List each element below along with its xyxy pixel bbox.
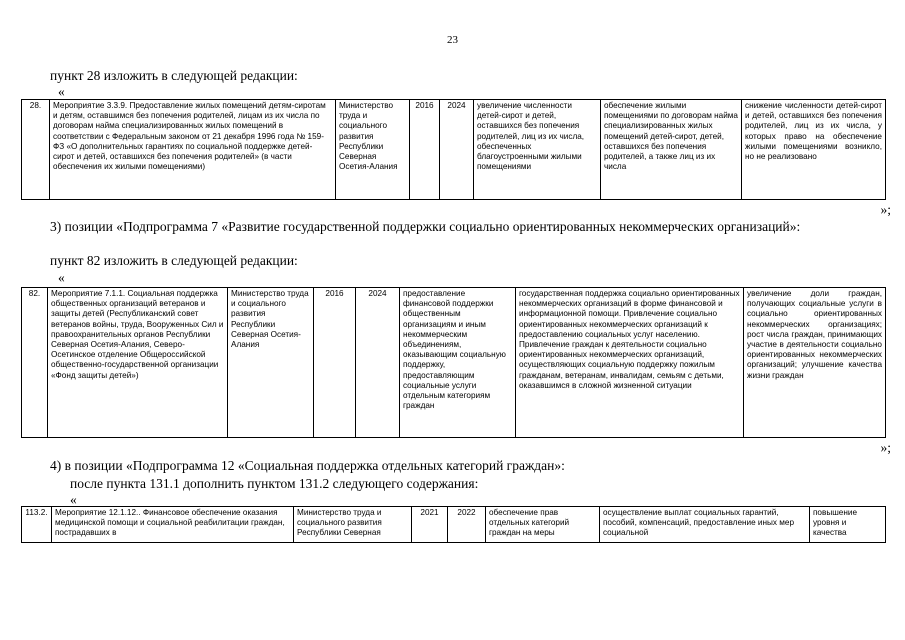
row-start-year: 2016	[410, 100, 440, 200]
row-result: увеличение численности детей-сирот и детей, оставшихся без попечения родителей, лиц из их числа, обеспеченных благоустроенными жилыми помещениями	[474, 100, 601, 200]
row-start-year: 2016	[314, 288, 356, 438]
section3-open-quote: «	[70, 492, 77, 507]
row-end-year: 2024	[440, 100, 474, 200]
row-end-year: 2024	[356, 288, 400, 438]
row-executor: Министерство труда и социального развития Республики Северная	[294, 507, 412, 543]
table-row	[22, 507, 886, 543]
row-event: Мероприятие 12.1.12.. Финансовое обеспечение оказания медицинской помощи и социальной реабилитации граждан, пострадавших в	[52, 507, 294, 543]
section2-heading: 3) позиции «Подпрограмма 7 «Развитие государственной поддержки социально ориентированных некоммерческих организаций»:	[50, 219, 801, 234]
row-number: 82.	[22, 288, 48, 438]
row-executor: Министерство труда и социального развития Республики Северная Осетия-Алания	[336, 100, 410, 200]
row-content: обеспечение жилыми помещениями по договорам найма специализированных жилых помещений детей-сирот, детей, оставшихся без попечения родителей, а также лиц из их числа	[601, 100, 742, 200]
row-content: осуществление выплат социальных гарантий, пособий, компенсаций, предоставление иных мер социальной	[600, 507, 810, 543]
row-number: 113.2.	[22, 507, 52, 543]
row-consequence: снижение численности детей-сирот и детей, оставшихся без попечения родителей, лиц из их числа, у которых право на обеспечение жилыми помещениями возникло, но не реализовано	[742, 100, 886, 200]
row-result: предоставление финансовой поддержки общественным организациям и иным некоммерческим объединениям, оказывающим социальную поддержку, предоставляющим социальные услуги отдельным категориям граждан	[400, 288, 516, 438]
row-end-year: 2022	[448, 507, 486, 543]
row-start-year: 2021	[412, 507, 448, 543]
row-content: государственная поддержка социально ориентированных некоммерческих организаций в форме финансовой и информационной помощи. Привлечение социально ориентированных некоммерческих организаций к предоставлению социальных услуг населению. Привлечение граждан к деятельности социально ориентированных некоммерческих организаций, осуществляющих социальную поддержку пожилым гражданам, ветеранам, инвалидам, семьям с детьми, оказавшимся в сложной жизненной ситуации	[516, 288, 744, 438]
section2-close-quote: »;	[880, 440, 891, 455]
section2-table	[21, 287, 886, 438]
row-executor: Министерство труда и социального развития Республики Северная Осетия-Алания	[228, 288, 314, 438]
section1-table	[21, 99, 886, 200]
section1-open-quote: «	[58, 84, 65, 99]
section3-intro: после пункта 131.1 дополнить пунктом 131.2 следующего содержания:	[70, 476, 479, 491]
row-number: 28.	[22, 100, 50, 200]
table-row	[22, 100, 886, 200]
section3-table	[21, 506, 886, 543]
row-event: Мероприятие 3.3.9. Предоставление жилых помещений детям-сиротам и детям, оставшимся без попечения родителей, лицам из их числа по договорам найма специализированных жилых помещений в соответствии с Федеральным законом от 21 декабря 1996 года № 159-ФЗ «О дополнительных гарантиях по социальной поддержке детей-сирот и детей, оставшихся без попечения родителей» (в части обеспечения их жилыми помещениями)	[50, 100, 336, 200]
row-consequence: повышение уровня и качества	[810, 507, 886, 543]
section3-heading: 4) в позиции «Подпрограмма 12 «Социальная поддержка отдельных категорий граждан»:	[50, 458, 565, 473]
row-consequence: увеличение доли граждан, получающих социальные услуги в социально ориентированных некоммерческих организациях; рост числа граждан, принимающих участие в деятельности социально ориентированных некоммерческих организаций; улучшение качества жизни граждан	[744, 288, 886, 438]
row-result: обеспечение прав отдельных категорий граждан на меры	[486, 507, 600, 543]
section1-intro: пункт 28 изложить в следующей редакции:	[50, 68, 298, 83]
section2-intro: пункт 82 изложить в следующей редакции:	[50, 253, 298, 268]
table-row	[22, 288, 886, 438]
section1-close-quote: »;	[880, 202, 891, 217]
page-number: 23	[447, 34, 458, 46]
row-event: Мероприятие 7.1.1. Социальная поддержка общественных организаций ветеранов и защиты детей (Республиканский совет ветеранов войны, труда, Вооруженных Сил и правоохранительных органов Республики Северная Осетия-Алания, Северо-Осетинское отделение Общероссийской общественно-государственной организации «Фонд защиты детей»)	[48, 288, 228, 438]
section2-open-quote: «	[58, 270, 65, 285]
